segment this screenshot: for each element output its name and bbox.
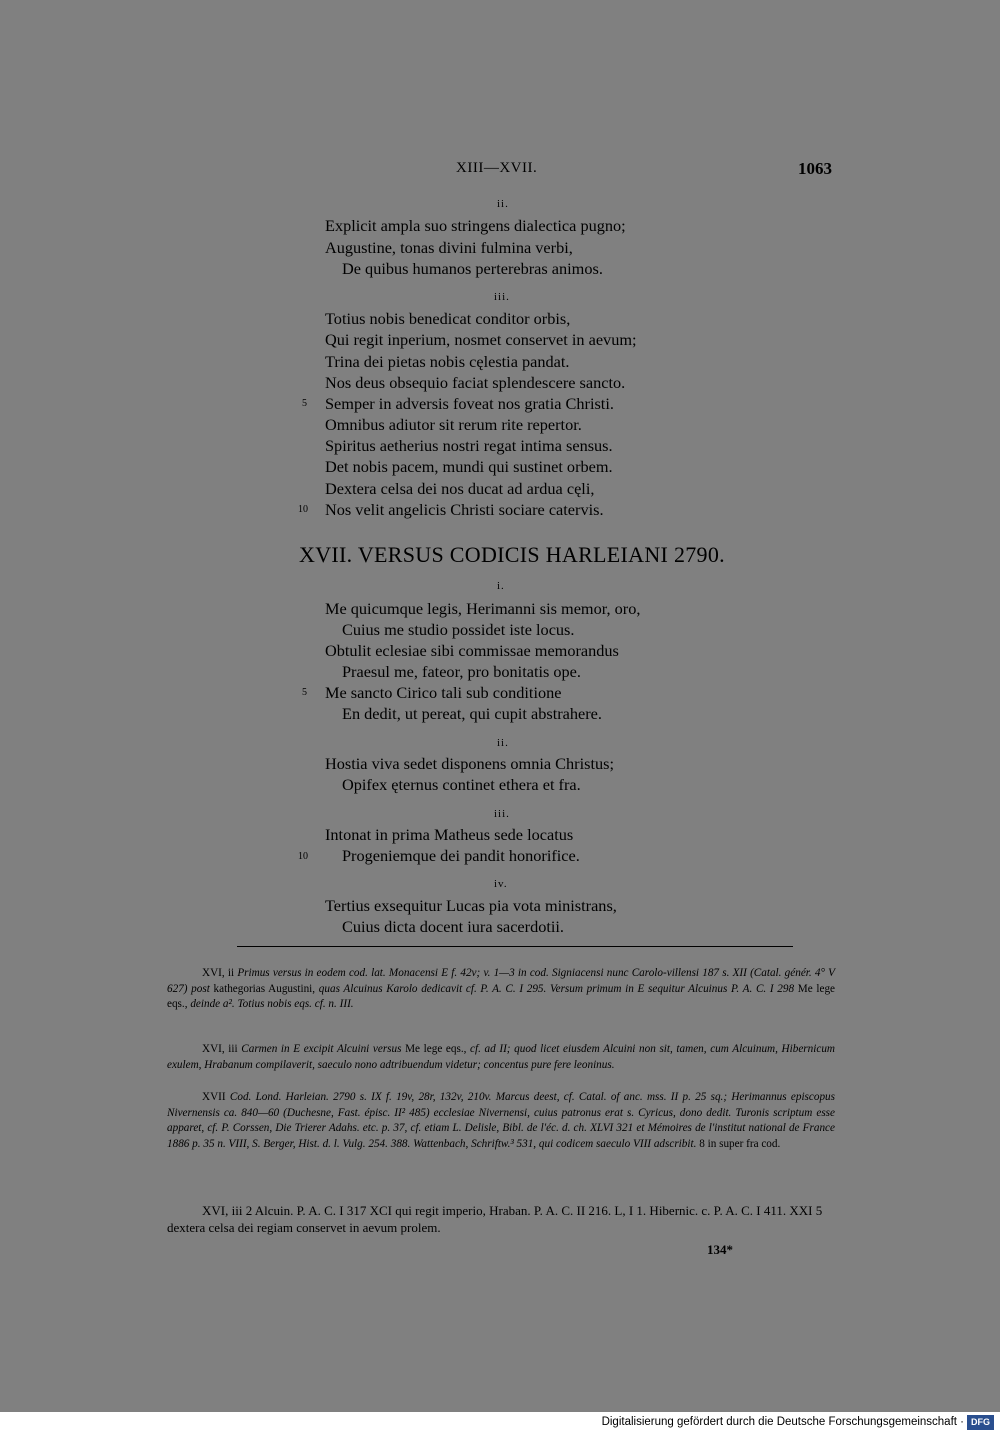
page-number: 1063 [798,159,832,178]
section-label-xvii-i: i. [497,580,505,592]
apparatus-note-xvi-ii: XVI, ii Primus versus in eodem cod. lat. Monacensi E f. 42v; v. 1—3 in cod. Signiacensi nunc Carolo-villensi 187 s. XII (Catal. génér. 4° V 627) post kathegorias Augustini, quas Alcuinus Karolo dedicavit cf. P. A. C. I 295. Versum primum in E sequitur Alcuinus P. A. C. I 298 Me lege eqs., deinde a². Totius nobis eqs. cf. n. III. [167,967,836,1011]
section-label-xvi-ii: ii. [497,198,509,210]
verse-line: Dextera celsa dei nos ducat ad ardua cęli, [325,479,595,498]
verse-line: Me sancto Cirico tali sub conditione [325,683,562,702]
verse-line: Spiritus aetherius nostri regat intima sensus. [325,436,613,455]
section-label-xvii-iii: iii. [494,808,510,820]
verse-line: Cuius me studio possidet iste locus. [342,620,575,639]
section-label-xvii-ii: ii. [497,737,509,749]
verse-line: Nos velit angelicis Christi sociare catervis. [325,500,604,519]
apparatus-note-xvi-iii: XVI, iii Carmen in E excipit Alcuini versus Me lege eqs., cf. ad II; quod licet eiusdem Alcuini non sit, tamen, cum Alcuinum, Hibernicum exulem, Hrabanum compilaverit, saeculo nono adtribuendum videtur; concentus pure fere leoninus. [167,1043,835,1071]
funding-notice: Digitalisierung gefördert durch die Deutsche Forschungsgemeinschaft · [601,1416,964,1428]
verse-line: Semper in adversis foveat nos gratia Christi. [325,394,614,413]
verse-line: Intonat in prima Matheus sede locatus [325,825,574,844]
verse-line: Cuius dicta docent iura sacerdotii. [342,917,564,936]
running-head: XIII—XVII. [456,160,538,176]
footer-bar [0,1412,1000,1434]
dfg-logo-icon: DFG [967,1415,994,1430]
line-number: 10 [298,504,308,515]
line-number: 10 [298,851,308,862]
verse-line: Opifex ęternus continet ethera et fra. [342,775,581,794]
verse-line: Tertius exsequitur Lucas pia vota ministrans, [325,896,617,915]
section-title-xvii: XVII. VERSUS CODICIS HARLEIANI 2790. [299,542,725,567]
verse-line: Hostia viva sedet disponens omnia Christus; [325,754,614,773]
footnote-rule [237,946,793,947]
verse-line: Totius nobis benedicat conditor orbis, [325,309,571,328]
verse-line: Det nobis pacem, mundi qui sustinet orbem. [325,457,613,476]
verse-line: Explicit ampla suo stringens dialectica pugno; [325,216,626,235]
signature-mark: 134* [707,1242,733,1257]
apparatus-note-xvii: XVII Cod. Lond. Harleian. 2790 s. IX f. 19v, 28r, 132v, 210v. Marcus deest, cf. Catal. of anc. mss. II p. 25 sq.; Herimannus episcopus Nivernensis ca. 840—60 (Duchesne, Fast. épisc. II² 485) ecclesiae Nivernensi, cuius patronus erat s. Cyricus, dono dedit. Turonis scriptum esse apparet, cf. P. Corssen, Die Trierer Adahs. etc. p. 37, cf. etiam L. Delisle, Bibl. de l'éc. d. ch. XLVI 321 et Mémoires de l'institut national de France 1886 p. 35 n. VIII, S. Berger, Hist. d. l. Vulg. 254. 388. Wattenbach, Schriftw.³ 531, qui codicem saeculo VIII adscribit. 8 in super fra cod. [167,1091,836,1150]
verse-line: De quibus humanos perterebras animos. [342,259,603,278]
verse-line: Qui regit inperium, nosmet conservet in aevum; [325,330,637,349]
verse-line: Progeniemque dei pandit honorifice. [342,846,580,865]
verse-line: Omnibus adiutor sit rerum rite repertor. [325,415,582,434]
verse-line: Obtulit eclesiae sibi commissae memorandus [325,641,619,660]
section-label-xvi-iii: iii. [494,291,510,303]
verse-line: En dedit, ut pereat, qui cupit abstrahere. [342,704,602,723]
line-number: 5 [302,398,307,409]
verse-line: Praesul me, fateor, pro bonitatis ope. [342,662,581,681]
verse-line: Nos deus obsequio faciat splendescere sancto. [325,373,626,392]
section-label-xvii-iv: iv. [494,878,508,890]
apparatus-note-xvi-iii-parallels: XVI, iii 2 Alcuin. P. A. C. I 317 XCI qui regit imperio, Hraban. P. A. C. II 216. L, I 1. Hibernic. c. P. A. C. I 411. XXI 5 dextera celsa dei regiam conservet in aevum prolem. [167,1203,823,1235]
verse-line: Me quicumque legis, Herimanni sis memor, oro, [325,599,641,618]
verse-line: Augustine, tonas divini fulmina verbi, [325,238,573,257]
line-number: 5 [302,687,307,698]
verse-line: Trina dei pietas nobis cęlestia pandat. [325,352,570,371]
